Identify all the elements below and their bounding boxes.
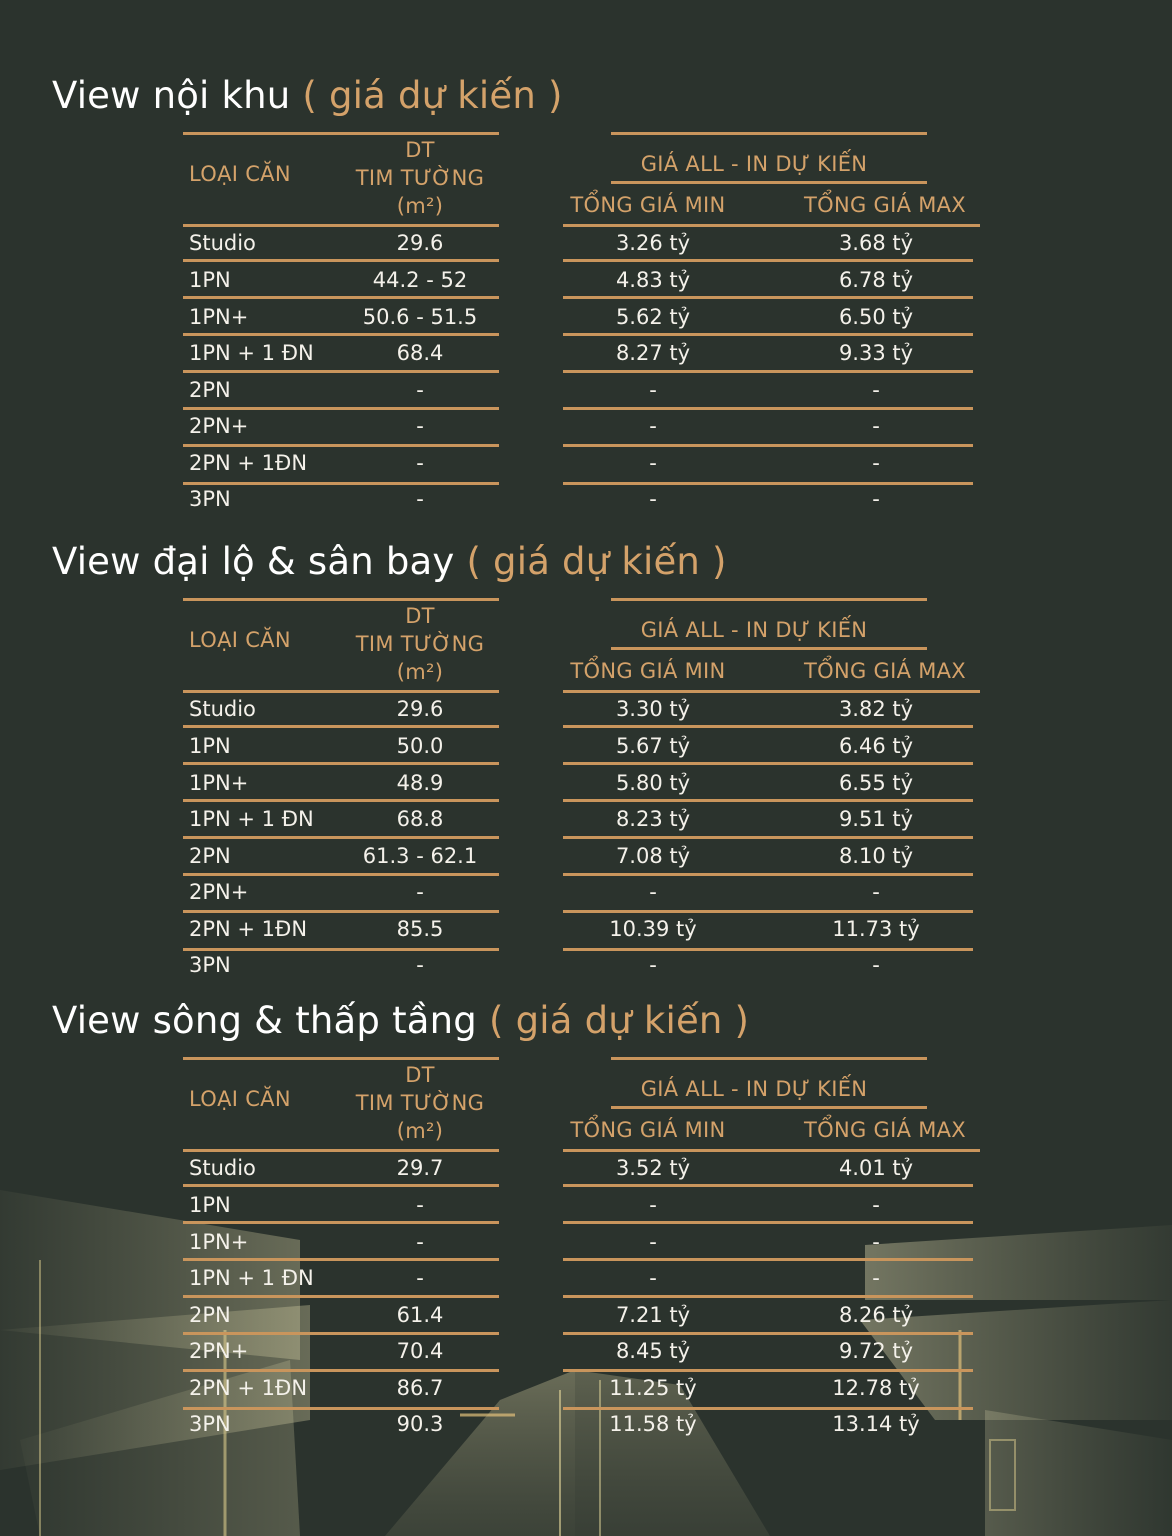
cell-price-min: -: [649, 487, 657, 511]
column-header-price-min: TỔNG GIÁ MIN: [570, 1118, 726, 1142]
cell-area: -: [416, 953, 424, 977]
header-rule-bottom-left: [183, 1149, 499, 1152]
column-header-type: LOẠI CĂN: [189, 628, 291, 652]
column-header-price-max: TỔNG GIÁ MAX: [804, 659, 966, 683]
cell-price-max: -: [872, 1193, 880, 1217]
header-rule-price-group: [611, 181, 927, 184]
column-header-area-line3: (m²): [396, 660, 444, 684]
cell-type: 1PN + 1 ĐN: [189, 1266, 314, 1290]
cell-price-min: 5.62 tỷ: [615, 305, 691, 329]
column-header-price-min: TỔNG GIÁ MIN: [570, 659, 726, 683]
cell-price-max: 6.46 tỷ: [838, 734, 914, 758]
header-rule-top-left: [183, 132, 499, 135]
cell-price-min: 8.27 tỷ: [615, 341, 691, 365]
cell-area: 50.0: [396, 734, 444, 758]
column-header-area-line3: (m²): [396, 194, 444, 218]
cell-price-max: -: [872, 451, 880, 475]
cell-area: 70.4: [396, 1339, 444, 1363]
cell-price-max: 6.55 tỷ: [838, 771, 914, 795]
cell-price-min: -: [649, 1230, 657, 1254]
column-header-type: LOẠI CĂN: [189, 1087, 291, 1111]
cell-price-max: -: [872, 953, 880, 977]
row-rule-right: [563, 259, 973, 262]
cell-area: -: [416, 880, 424, 904]
cell-area: 68.4: [396, 341, 444, 365]
row-rule-left: [183, 407, 499, 410]
cell-type: 1PN: [189, 268, 231, 292]
cell-type: 3PN: [189, 487, 231, 511]
row-rule-left: [183, 1184, 499, 1187]
cell-price-max: -: [872, 378, 880, 402]
cell-price-min: 3.52 tỷ: [615, 1156, 691, 1180]
cell-area: -: [416, 487, 424, 511]
cell-price-min: -: [649, 1266, 657, 1290]
cell-price-max: -: [872, 880, 880, 904]
cell-type: 1PN: [189, 734, 231, 758]
column-header-price-min: TỔNG GIÁ MIN: [570, 193, 726, 217]
row-rule-right: [563, 1184, 973, 1187]
cell-type: Studio: [189, 231, 256, 255]
column-header-area-line1: DT: [405, 1063, 435, 1087]
row-rule-right: [563, 725, 973, 728]
row-rule-left: [183, 873, 499, 876]
row-rule-right: [563, 333, 973, 336]
section-title-subtitle: ( giá dự kiến ): [302, 74, 563, 117]
section-title-subtitle: ( giá dự kiến ): [466, 540, 727, 583]
cell-type: 2PN+: [189, 880, 249, 904]
cell-area: -: [416, 451, 424, 475]
column-header-area-line1: DT: [405, 604, 435, 628]
cell-price-min: 5.67 tỷ: [615, 734, 691, 758]
cell-type: 2PN + 1ĐN: [189, 1376, 308, 1400]
column-header-area-line2: TIM TƯỜNG: [355, 1091, 485, 1115]
row-rule-right: [563, 910, 973, 913]
cell-price-max: 6.50 tỷ: [838, 305, 914, 329]
row-rule-right: [563, 444, 973, 447]
cell-area: 86.7: [396, 1376, 444, 1400]
row-rule-left: [183, 444, 499, 447]
row-rule-left: [183, 1369, 499, 1372]
cell-type: 2PN + 1ĐN: [189, 917, 308, 941]
cell-price-max: -: [872, 1266, 880, 1290]
cell-area: -: [416, 1230, 424, 1254]
row-rule-right: [563, 1295, 973, 1298]
cell-price-max: 11.73 tỷ: [832, 917, 920, 941]
cell-price-min: 8.23 tỷ: [615, 807, 691, 831]
section-title: [52, 999, 749, 1042]
cell-area: -: [416, 1193, 424, 1217]
cell-type: 1PN: [189, 1193, 231, 1217]
header-rule-bottom-right: [563, 690, 980, 693]
row-rule-left: [183, 725, 499, 728]
row-rule-right: [563, 762, 973, 765]
row-rule-right: [563, 407, 973, 410]
row-rule-right: [563, 873, 973, 876]
section-title-main: View sông & thấp tầng: [52, 999, 477, 1042]
cell-area: 61.4: [396, 1303, 444, 1327]
cell-price-max: 3.82 tỷ: [838, 697, 914, 721]
row-rule-left: [183, 910, 499, 913]
row-rule-left: [183, 259, 499, 262]
cell-price-min: -: [649, 451, 657, 475]
cell-price-min: -: [649, 414, 657, 438]
row-rule-left: [183, 836, 499, 839]
cell-type: 1PN+: [189, 305, 249, 329]
header-rule-top-left: [183, 598, 499, 601]
row-rule-left: [183, 762, 499, 765]
row-rule-right: [563, 370, 973, 373]
cell-area: -: [416, 378, 424, 402]
cell-type: 1PN + 1 ĐN: [189, 341, 314, 365]
cell-area: 61.3 - 62.1: [362, 844, 478, 868]
row-rule-right: [563, 1369, 973, 1372]
cell-type: 2PN: [189, 378, 231, 402]
row-rule-left: [183, 1258, 499, 1261]
cell-price-max: 4.01 tỷ: [838, 1156, 914, 1180]
cell-price-max: 13.14 tỷ: [832, 1412, 920, 1436]
cell-price-min: 4.83 tỷ: [615, 268, 691, 292]
cell-price-min: 10.39 tỷ: [609, 917, 697, 941]
cell-price-min: 7.21 tỷ: [615, 1303, 691, 1327]
column-header-price-group: GIÁ ALL - IN DỰ KIẾN: [640, 1077, 868, 1101]
cell-price-min: 7.08 tỷ: [615, 844, 691, 868]
column-header-area-line2: TIM TƯỜNG: [355, 166, 485, 190]
cell-price-min: 11.25 tỷ: [609, 1376, 697, 1400]
column-header-area-line1: DT: [405, 138, 435, 162]
row-rule-right: [563, 1332, 973, 1335]
cell-type: 3PN: [189, 1412, 231, 1436]
cell-area: 44.2 - 52: [372, 268, 468, 292]
cell-price-min: 3.26 tỷ: [615, 231, 691, 255]
cell-price-min: 8.45 tỷ: [615, 1339, 691, 1363]
section-title-subtitle: ( giá dự kiến ): [488, 999, 750, 1042]
cell-price-min: -: [649, 880, 657, 904]
column-header-price-max: TỔNG GIÁ MAX: [804, 193, 966, 217]
header-rule-bottom-left: [183, 224, 499, 227]
cell-price-max: 3.68 tỷ: [838, 231, 914, 255]
header-rule-price-group: [611, 647, 927, 650]
column-header-price-max: TỔNG GIÁ MAX: [804, 1118, 966, 1142]
cell-area: 50.6 - 51.5: [362, 305, 478, 329]
cell-type: 2PN+: [189, 1339, 249, 1363]
header-rule-top-right: [611, 1057, 927, 1060]
cell-price-max: 9.72 tỷ: [838, 1339, 914, 1363]
row-rule-right: [563, 1221, 973, 1224]
cell-type: 2PN: [189, 844, 231, 868]
column-header-type: LOẠI CĂN: [189, 162, 291, 186]
cell-type: 1PN+: [189, 1230, 249, 1254]
row-rule-left: [183, 296, 499, 299]
cell-area: 90.3: [396, 1412, 444, 1436]
column-header-area-line3: (m²): [396, 1119, 444, 1143]
cell-price-max: 6.78 tỷ: [838, 268, 914, 292]
header-rule-top-right: [611, 598, 927, 601]
cell-price-min: 3.30 tỷ: [615, 697, 691, 721]
row-rule-left: [183, 1332, 499, 1335]
cell-price-max: 12.78 tỷ: [832, 1376, 920, 1400]
cell-price-min: -: [649, 953, 657, 977]
row-rule-left: [183, 1295, 499, 1298]
row-rule-left: [183, 370, 499, 373]
row-rule-right: [563, 799, 973, 802]
header-rule-top-left: [183, 1057, 499, 1060]
cell-area: 29.7: [396, 1156, 444, 1180]
cell-area: 68.8: [396, 807, 444, 831]
cell-price-max: 9.51 tỷ: [838, 807, 914, 831]
cell-type: 3PN: [189, 953, 231, 977]
cell-type: 2PN+: [189, 414, 249, 438]
section-title-main: View đại lộ & sân bay: [52, 540, 455, 583]
header-rule-price-group: [611, 1106, 927, 1109]
cell-price-max: 9.33 tỷ: [838, 341, 914, 365]
cell-area: 85.5: [396, 917, 444, 941]
row-rule-right: [563, 836, 973, 839]
cell-type: Studio: [189, 697, 256, 721]
column-header-price-group: GIÁ ALL - IN DỰ KIẾN: [640, 152, 868, 176]
cell-area: -: [416, 1266, 424, 1290]
section-title: [52, 74, 563, 117]
cell-price-max: 8.26 tỷ: [838, 1303, 914, 1327]
row-rule-left: [183, 333, 499, 336]
cell-type: 2PN + 1ĐN: [189, 451, 308, 475]
row-rule-left: [183, 799, 499, 802]
cell-price-max: -: [872, 1230, 880, 1254]
cell-price-min: 11.58 tỷ: [609, 1412, 697, 1436]
cell-price-max: -: [872, 487, 880, 511]
section-title-main: View nội khu: [52, 74, 291, 117]
row-rule-left: [183, 1221, 499, 1224]
cell-type: 1PN + 1 ĐN: [189, 807, 314, 831]
cell-price-min: -: [649, 1193, 657, 1217]
header-rule-bottom-left: [183, 690, 499, 693]
column-header-area-line2: TIM TƯỜNG: [355, 632, 485, 656]
cell-area: 48.9: [396, 771, 444, 795]
cell-area: -: [416, 414, 424, 438]
cell-area: 29.6: [396, 231, 444, 255]
header-rule-bottom-right: [563, 224, 980, 227]
cell-area: 29.6: [396, 697, 444, 721]
cell-price-min: -: [649, 378, 657, 402]
row-rule-right: [563, 1258, 973, 1261]
header-rule-top-right: [611, 132, 927, 135]
cell-price-max: -: [872, 414, 880, 438]
cell-type: 2PN: [189, 1303, 231, 1327]
cell-price-max: 8.10 tỷ: [838, 844, 914, 868]
cell-price-min: 5.80 tỷ: [615, 771, 691, 795]
header-rule-bottom-right: [563, 1149, 980, 1152]
column-header-price-group: GIÁ ALL - IN DỰ KIẾN: [640, 618, 868, 642]
section-title: [52, 540, 727, 583]
row-rule-right: [563, 296, 973, 299]
cell-type: 1PN+: [189, 771, 249, 795]
cell-type: Studio: [189, 1156, 256, 1180]
